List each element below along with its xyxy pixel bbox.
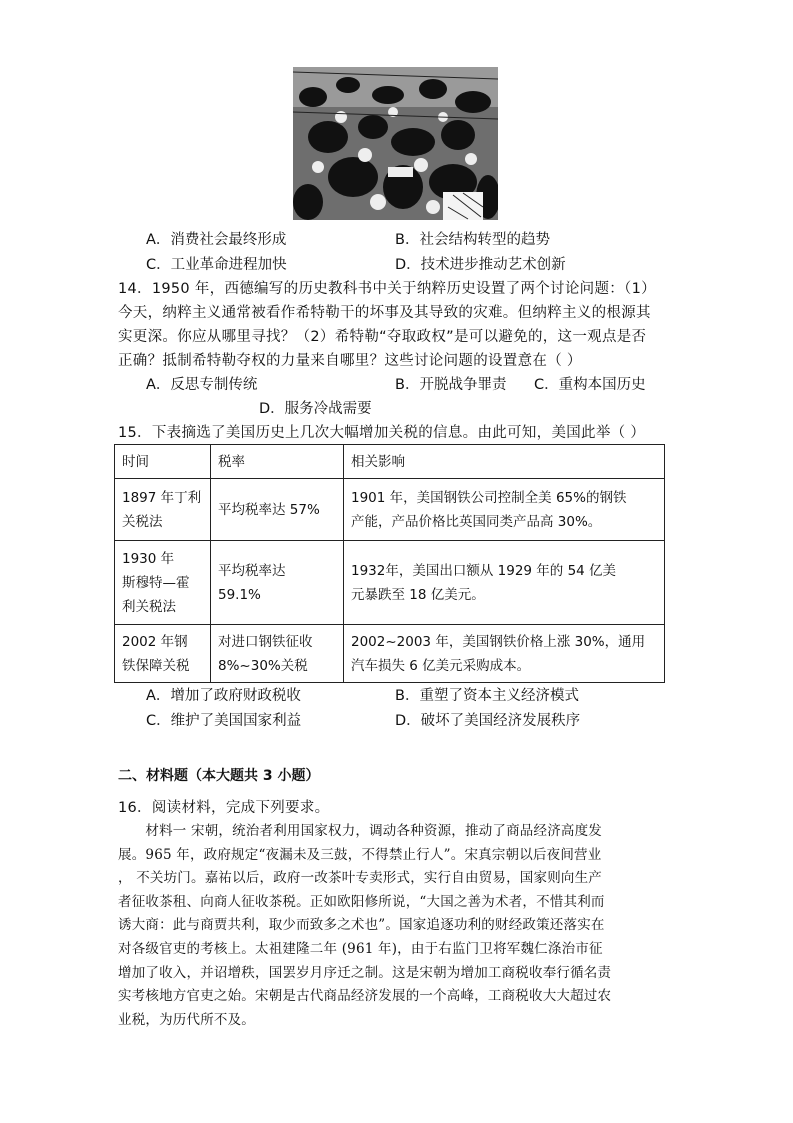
q16-material-passage: 材料一 宋朝，统治者利用国家权力，调动各种资源，推动了商品经济高度发 展。965 年，政府规定“夜漏未及三鼓，不得禁止行人”。宋真宗朝以后夜间营业 ， 不关坊门。嘉祐以后，政府一改茶叶专卖形式，实行自由贸易，国家则向生产 者征收茶租、向商人征收茶税。正如欧阳修所说，“大国之善为术者，不惜其利而 诱大商：此与商贾共利，取少而致多之术也”。国家追逐功利的财经政策还落实在 对各级官吏的考核上。太祖建隆二年 (961 年)，由于右监门卫将军魏仁涤治市征 增加了收入，并诏增秩，国罢岁月序迁之制。这是宋朝为增加工商税收奉行循名责 实考核地方官吏之始。宋朝是古代商品经济发展的一个高峰，工商税收大大超过农 业税，为历代所不及。 <box>118 823 612 1028</box>
q14-stem-line-1: 14．1950 年，西德编写的历史教科书中关于纳粹历史设置了两个讨论问题：（1） <box>118 281 656 297</box>
cell-impact: 1932年，美国出口额从 1929 年的 54 亿美 元暴跌至 18 亿美元。 <box>344 541 665 625</box>
q14-stem-line-2: 今天，纳粹主义通常被看作希特勒干的坏事及其导致的灾难。但纳粹主义的根源其 <box>118 305 651 321</box>
q13-option-a: A．消费社会最终形成 <box>146 232 287 248</box>
crowd-painting-image <box>293 67 498 220</box>
cell-impact: 1901 年，美国钢铁公司控制全美 65%的钢铁 产能，产品价格比英国同类产品高 30%。 <box>344 479 665 541</box>
header-impact: 相关影响 <box>344 445 665 479</box>
q15-stem: 15．下表摘选了美国历史上几次大幅增加关税的信息。由此可知，美国此举（ ） <box>118 425 646 441</box>
q14-option-d: D．服务冷战需要 <box>259 401 372 417</box>
header-time: 时间 <box>115 445 211 479</box>
q14-option-c: C．重构本国历史 <box>534 377 646 393</box>
cell-rate: 平均税率达 57% <box>211 479 344 541</box>
q15-option-d: D．破坏了美国经济发展秩序 <box>395 713 581 729</box>
table-row <box>115 625 665 683</box>
q15-option-b: B．重塑了资本主义经济模式 <box>395 688 579 704</box>
q14-stem-line-3: 实更深。你应从哪里寻找？（2）希特勒“夺取政权”是可以避免的，这一观点是否 <box>118 329 647 345</box>
header-rate: 税率 <box>211 445 344 479</box>
q15-option-a: A．增加了政府财政税收 <box>146 688 301 704</box>
cell-time: 1897 年丁利 关税法 <box>115 479 211 541</box>
tariff-table <box>114 444 665 683</box>
q13-option-c: C．工业革命进程加快 <box>146 257 287 273</box>
table-row <box>115 479 665 541</box>
table-header-row <box>115 445 665 479</box>
q14-stem-line-4: 正确？抵制希特勒夺权的力量来自哪里？这些讨论问题的设置意在（ ） <box>118 353 582 369</box>
q14-option-a: A．反思专制传统 <box>146 377 258 393</box>
q15-option-c: C．维护了美国国家利益 <box>146 713 302 729</box>
cell-rate: 对进口钢铁征收 8%~30%关税 <box>211 625 344 683</box>
cell-time: 1930 年 斯穆特—霍 利关税法 <box>115 541 211 625</box>
q16-stem: 16．阅读材料，完成下列要求。 <box>118 800 330 816</box>
q13-option-b: B．社会结构转型的趋势 <box>395 232 550 248</box>
section-heading: 二、材料题（本大题共 3 小题） <box>118 768 320 784</box>
cell-time: 2002 年钢 铁保障关税 <box>115 625 211 683</box>
cell-rate: 平均税率达 59.1% <box>211 541 344 625</box>
table-row <box>115 541 665 625</box>
q14-option-b: B．开脱战争罪责 <box>395 377 507 393</box>
crowd-scene-illustration <box>293 67 498 220</box>
cell-impact: 2002~2003 年，美国钢铁价格上涨 30%，通用 汽车损失 6 亿美元采购成本。 <box>344 625 665 683</box>
q13-option-d: D．技术进步推动艺术创新 <box>395 257 566 273</box>
